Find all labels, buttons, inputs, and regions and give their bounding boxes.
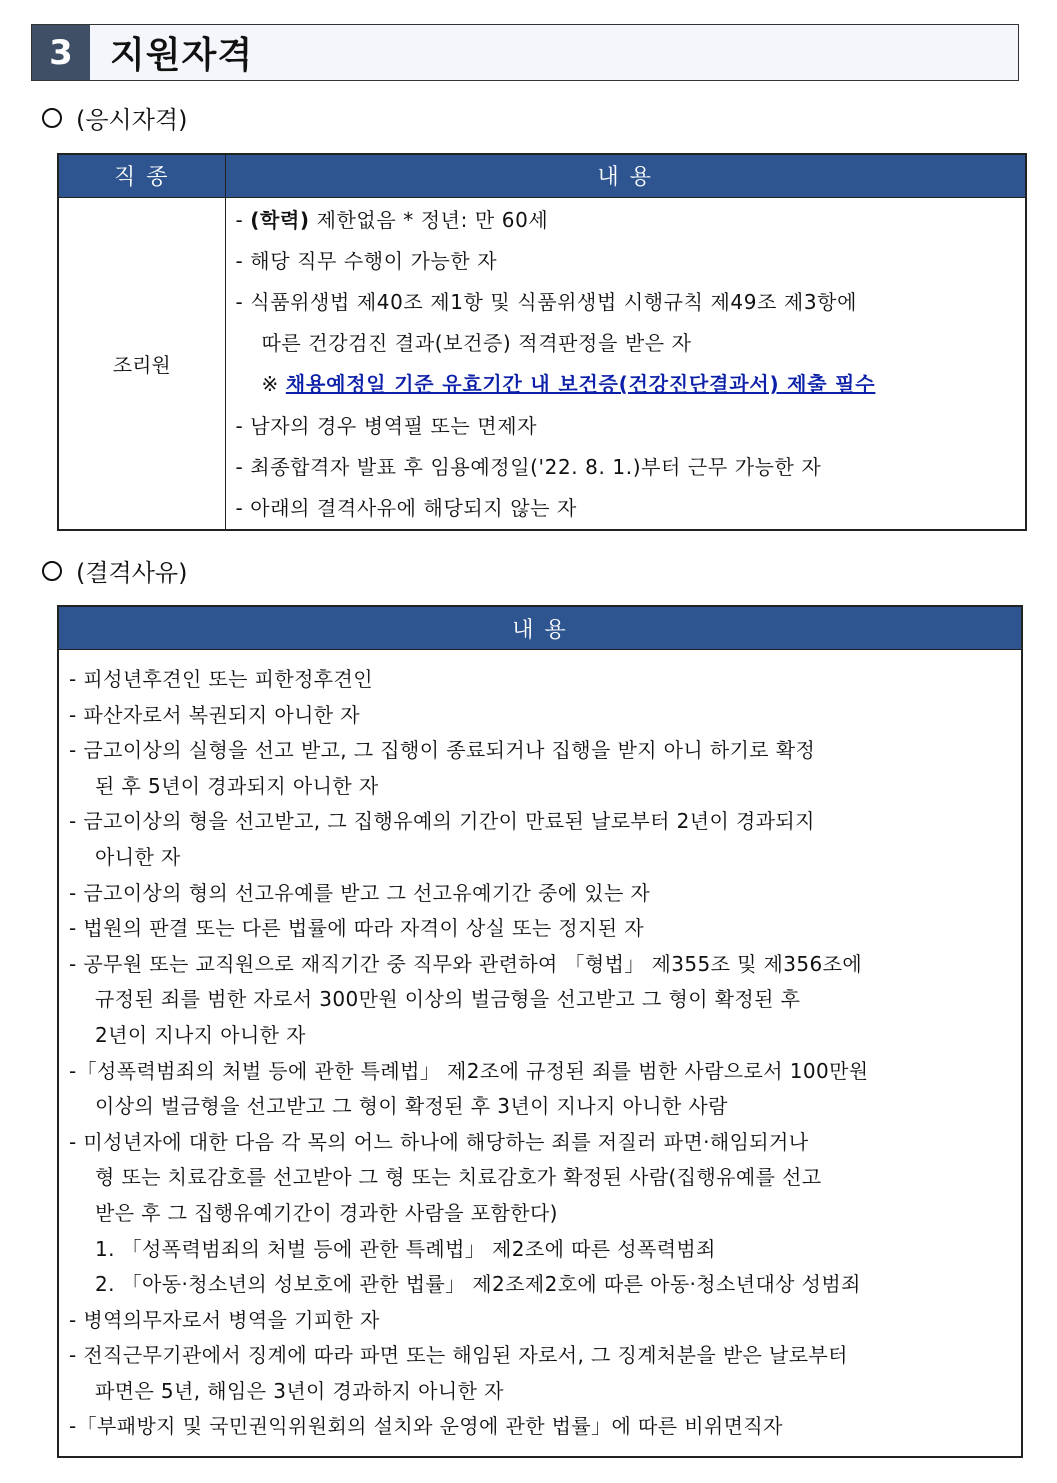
circle-bullet-icon <box>42 561 62 581</box>
disqualification-line: - 전직근무기관에서 징계에 따라 파면 또는 해임된 자로서, 그 징계처분을 받은 날로부터 <box>69 1343 848 1368</box>
section-title: 지원자격 <box>110 35 254 76</box>
disqualification-line: -「성폭력범죄의 처벌 등에 관한 특례법」 제2조에 규정된 죄를 범한 사람으로서 100만원 <box>69 1058 869 1083</box>
eligibility-table <box>57 153 1027 531</box>
disqualification-line: 규정된 죄를 범한 자로서 300만원 이상의 벌금형을 선고받고 그 형이 확정된 후 <box>95 987 801 1012</box>
disqualification-line: 아니한 자 <box>95 844 181 869</box>
disqualification-table <box>57 605 1023 1458</box>
column-header-job: 직 종 <box>58 154 225 197</box>
column-header-content: 내 용 <box>59 607 1021 650</box>
education-label: (학력) <box>250 207 310 232</box>
eligibility-heading-text: (응시자격) <box>76 106 188 134</box>
disqualification-line: - 피성년후견인 또는 피한정후견인 <box>69 667 373 691</box>
disqualification-line: - 금고이상의 형을 선고받고, 그 집행유예의 기간이 만료된 날로부터 2년이 경과되지 <box>69 809 815 834</box>
disqualification-line: 이상의 벌금형을 선고받고 그 형이 확정된 후 3년이 지나지 아니한 사람 <box>95 1094 728 1119</box>
eligibility-line: - (학력) 제한없음 * 정년: 만 60세 <box>235 207 549 232</box>
disqualification-line: 된 후 5년이 경과되지 아니한 자 <box>95 773 379 798</box>
section-header <box>31 24 1019 81</box>
section-number: 3 <box>32 25 90 80</box>
column-header-content: 내 용 <box>225 154 1026 197</box>
eligibility-line: - 최종합격자 발표 후 임용예정일('22. 8. 1.)부터 근무 가능한 자 <box>235 454 822 479</box>
disqualification-line: - 파산자로서 복권되지 아니한 자 <box>69 702 361 727</box>
disqualification-line: - 미성년자에 대한 다음 각 목의 어느 하나에 해당하는 죄를 저질러 파면·해임되거나 <box>69 1129 809 1154</box>
eligibility-line: - 해당 직무 수행이 가능한 자 <box>235 248 498 273</box>
eligibility-line: - 남자의 경우 병역필 또는 면제자 <box>235 413 538 438</box>
eligibility-line: - 아래의 결격사유에 해당되지 않는 자 <box>235 495 577 520</box>
disqualification-heading-text: (결격사유) <box>76 559 188 587</box>
disqualification-line: - 금고이상의 형의 선고유예를 받고 그 선고유예기간 중에 있는 자 <box>69 880 651 905</box>
disqualification-line: - 병역의무자로서 병역을 기피한 자 <box>69 1307 380 1332</box>
eligibility-content <box>225 197 1026 530</box>
table-row <box>58 197 1026 530</box>
disqualification-subitem: 2. 「아동·청소년의 성보호에 관한 법률」 제2조제2호에 따른 아동·청소년대상 성범죄 <box>95 1272 861 1297</box>
disqualification-heading <box>42 553 187 588</box>
disqualification-subitem: 1. 「성폭력범죄의 처벌 등에 관한 특례법」 제2조에 따른 성폭력범죄 <box>95 1236 716 1261</box>
disqualification-line: - 법원의 판결 또는 다른 법률에 따라 자격이 상실 또는 정지된 자 <box>69 916 644 941</box>
disqualification-line: 형 또는 치료감호를 선고받아 그 형 또는 치료감호가 확정된 사람(집행유예를 선고 <box>95 1165 822 1190</box>
disqualification-line: 파면은 5년, 해임은 3년이 경과하지 아니한 자 <box>95 1378 504 1403</box>
disqualification-line: - 공무원 또는 교직원으로 재직기간 중 직무와 관련하여 「형법」 제355조 및 제356조에 <box>69 951 863 976</box>
eligibility-heading <box>42 100 187 135</box>
disqualification-line: -「부패방지 및 국민권익위원회의 설치와 운영에 관한 법률」에 따른 비위면직자 <box>69 1414 783 1439</box>
circle-bullet-icon <box>42 108 62 128</box>
disqualification-line: 받은 후 그 집행유예기간이 경과한 사람을 포함한다) <box>95 1200 558 1225</box>
disqualification-content <box>59 650 1021 1445</box>
job-title: 조리원 <box>58 197 225 530</box>
eligibility-line: - 식품위생법 제40조 제1항 및 식품위생법 시행규칙 제49조 제3항에 <box>235 289 858 314</box>
disqualification-line: - 금고이상의 실형을 선고 받고, 그 집행이 종료되거나 집행을 받지 아니 하기로 확정 <box>69 738 816 763</box>
disqualification-line: 2년이 지나지 아니한 자 <box>95 1022 306 1047</box>
eligibility-line: 따른 건강검진 결과(보건증) 적격판정을 받은 자 <box>261 331 692 356</box>
health-certificate-note-text: 채용예정일 기준 유효기간 내 보건증(건강진단결과서) 제출 필수 <box>285 372 876 397</box>
eligibility-table-header <box>58 154 1026 197</box>
health-certificate-note: ※ 채용예정일 기준 유효기간 내 보건증(건강진단결과서) 제출 필수 <box>261 372 876 397</box>
